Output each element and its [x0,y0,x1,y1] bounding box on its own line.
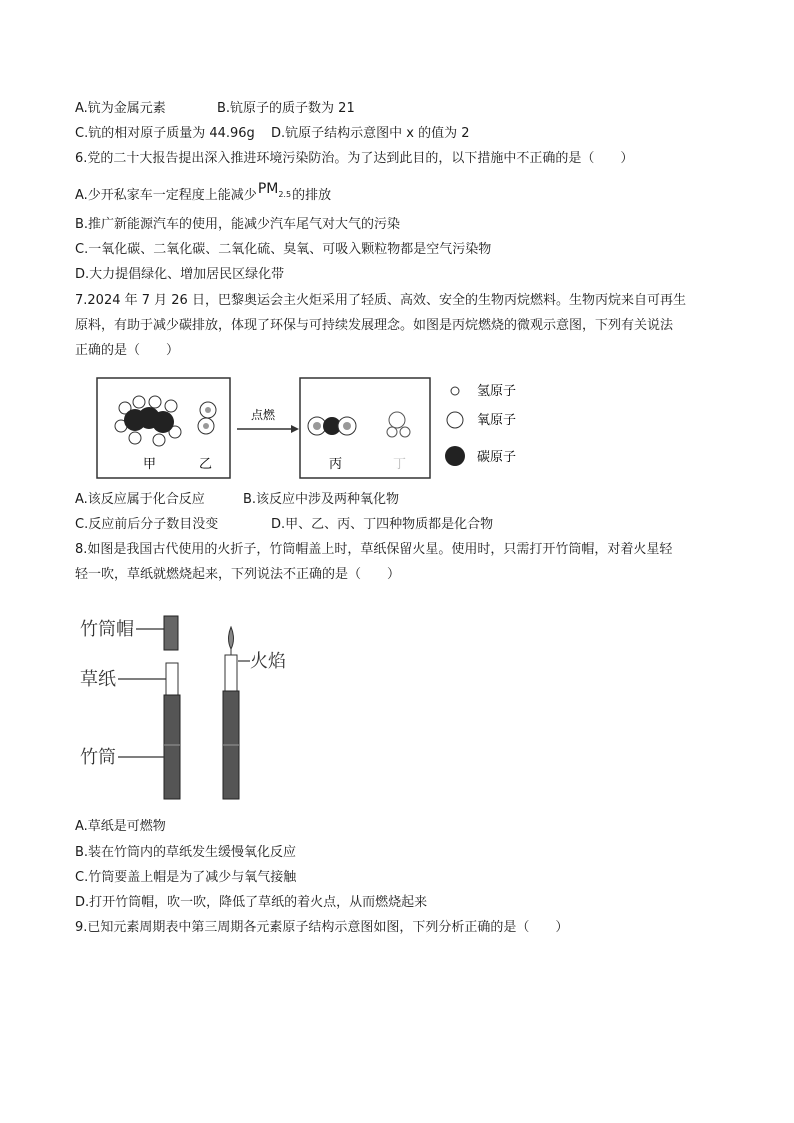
legend-oxygen: 氧原子 [477,413,517,428]
q7-stem-line-1: 7.2024 年 7 月 26 日，巴黎奥运会主火炬采用了轻质、高效、安全的生物丙烷燃料。生物丙烷来自可再生 [75,293,686,308]
arrow-label: 点燃 [251,408,276,422]
legend-hydrogen: 氢原子 [477,384,517,399]
q9-stem: 9.已知元素周期表中第三周期各元素原子结构示意图如图，下列分析正确的是（ ） [75,920,569,935]
q7-options-row-2 [75,516,493,534]
pm25-formula [258,181,291,197]
fire-starter-diagram [80,605,320,805]
carbon-legend-icon [445,446,465,466]
label-flame: 火焰 [250,651,286,672]
propane-molecule [115,396,181,446]
q5-options-row-1 [75,100,355,118]
q7-option-a: A.该反应属于化合反应 [75,492,205,507]
q6-option-a-pre: A.少开私家车一定程度上能减少 [75,188,257,203]
bamboo-tube-left [164,695,180,799]
q7-option-c: C.反应前后分子数目没变 [75,517,219,532]
label-ding: 丁 [393,457,407,472]
oxygen-legend-icon [447,412,463,428]
q8-option-b: B.装在竹筒内的草纸发生缓慢氧化反应 [75,845,297,860]
q5-option-b: B.钪原子的质子数为 21 [217,101,355,116]
bamboo-cap [164,616,178,650]
q7-stem-line-3: 正确的是（ ） [75,343,180,358]
flame-icon [229,627,234,649]
q8-stem-line-1: 8.如图是我国古代使用的火折子，竹筒帽盖上时，草纸保留火星。使用时，只需打开竹筒帽，对着火星轻 [75,542,673,557]
q6-option-c: C.一氧化碳、二氧化碳、二氧化硫、臭氧、可吸入颗粒物都是空气污染物 [75,242,492,257]
q5-option-d: D.钪原子结构示意图中 x 的值为 2 [271,126,470,141]
water-molecule [387,412,410,437]
q7-option-d: D.甲、乙、丙、丁四种物质都是化合物 [271,517,494,532]
label-paper: 草纸 [80,669,116,690]
pm-subscript: 2.5 [278,189,292,199]
label-yi: 乙 [199,457,213,472]
q5-option-c: C.钪的相对原子质量为 44.96g [75,126,255,141]
oxygen-molecule [198,402,216,434]
pm-main: PM [257,181,279,197]
q5-option-a: A.钪为金属元素 [75,101,166,116]
paper-core [166,663,178,695]
q7-option-b: B.该反应中涉及两种氧化物 [243,492,400,507]
legend-carbon: 碳原子 [477,450,517,465]
arrow-head-icon [291,425,299,433]
q8-option-d: D.打开竹筒帽，吹一吹，降低了草纸的着火点，从而燃烧起来 [75,895,428,910]
q6-stem: 6.党的二十大报告提出深入推进环境污染防治。为了达到此目的，以下措施中不正确的是（ ） [75,151,634,166]
propane-combustion-diagram [95,374,535,484]
q5-options-row-2 [75,125,470,143]
label-tube: 竹筒 [80,747,116,768]
label-bamboo-cap: 竹筒帽 [80,619,134,640]
q7-stem-line-2: 原料，有助于减少碳排放，体现了环保与可持续发展理念。如图是丙烷燃烧的微观示意图，下列有关说法 [75,318,674,333]
q6-option-b: B.推广新能源汽车的使用，能减少汽车尾气对大气的污染 [75,217,401,232]
q8-stem-line-2: 轻一吹，草纸就燃烧起来，下列说法不正确的是（ ） [75,567,401,582]
q8-option-a: A.草纸是可燃物 [75,819,166,834]
label-bing: 丙 [329,457,343,472]
q6-option-a-post: 的排放 [292,188,332,203]
q8-option-c: C.竹筒要盖上帽是为了减少与氧气接触 [75,870,297,885]
q6-option-a [75,181,332,210]
q7-options-row-1 [75,491,399,509]
carbon-dioxide-molecule [308,417,356,435]
q6-option-d: D.大力提倡绿化、增加居民区绿化带 [75,267,285,282]
paper-core-lit [225,655,237,691]
hydrogen-legend-icon [451,387,459,395]
label-jia: 甲 [143,457,157,472]
